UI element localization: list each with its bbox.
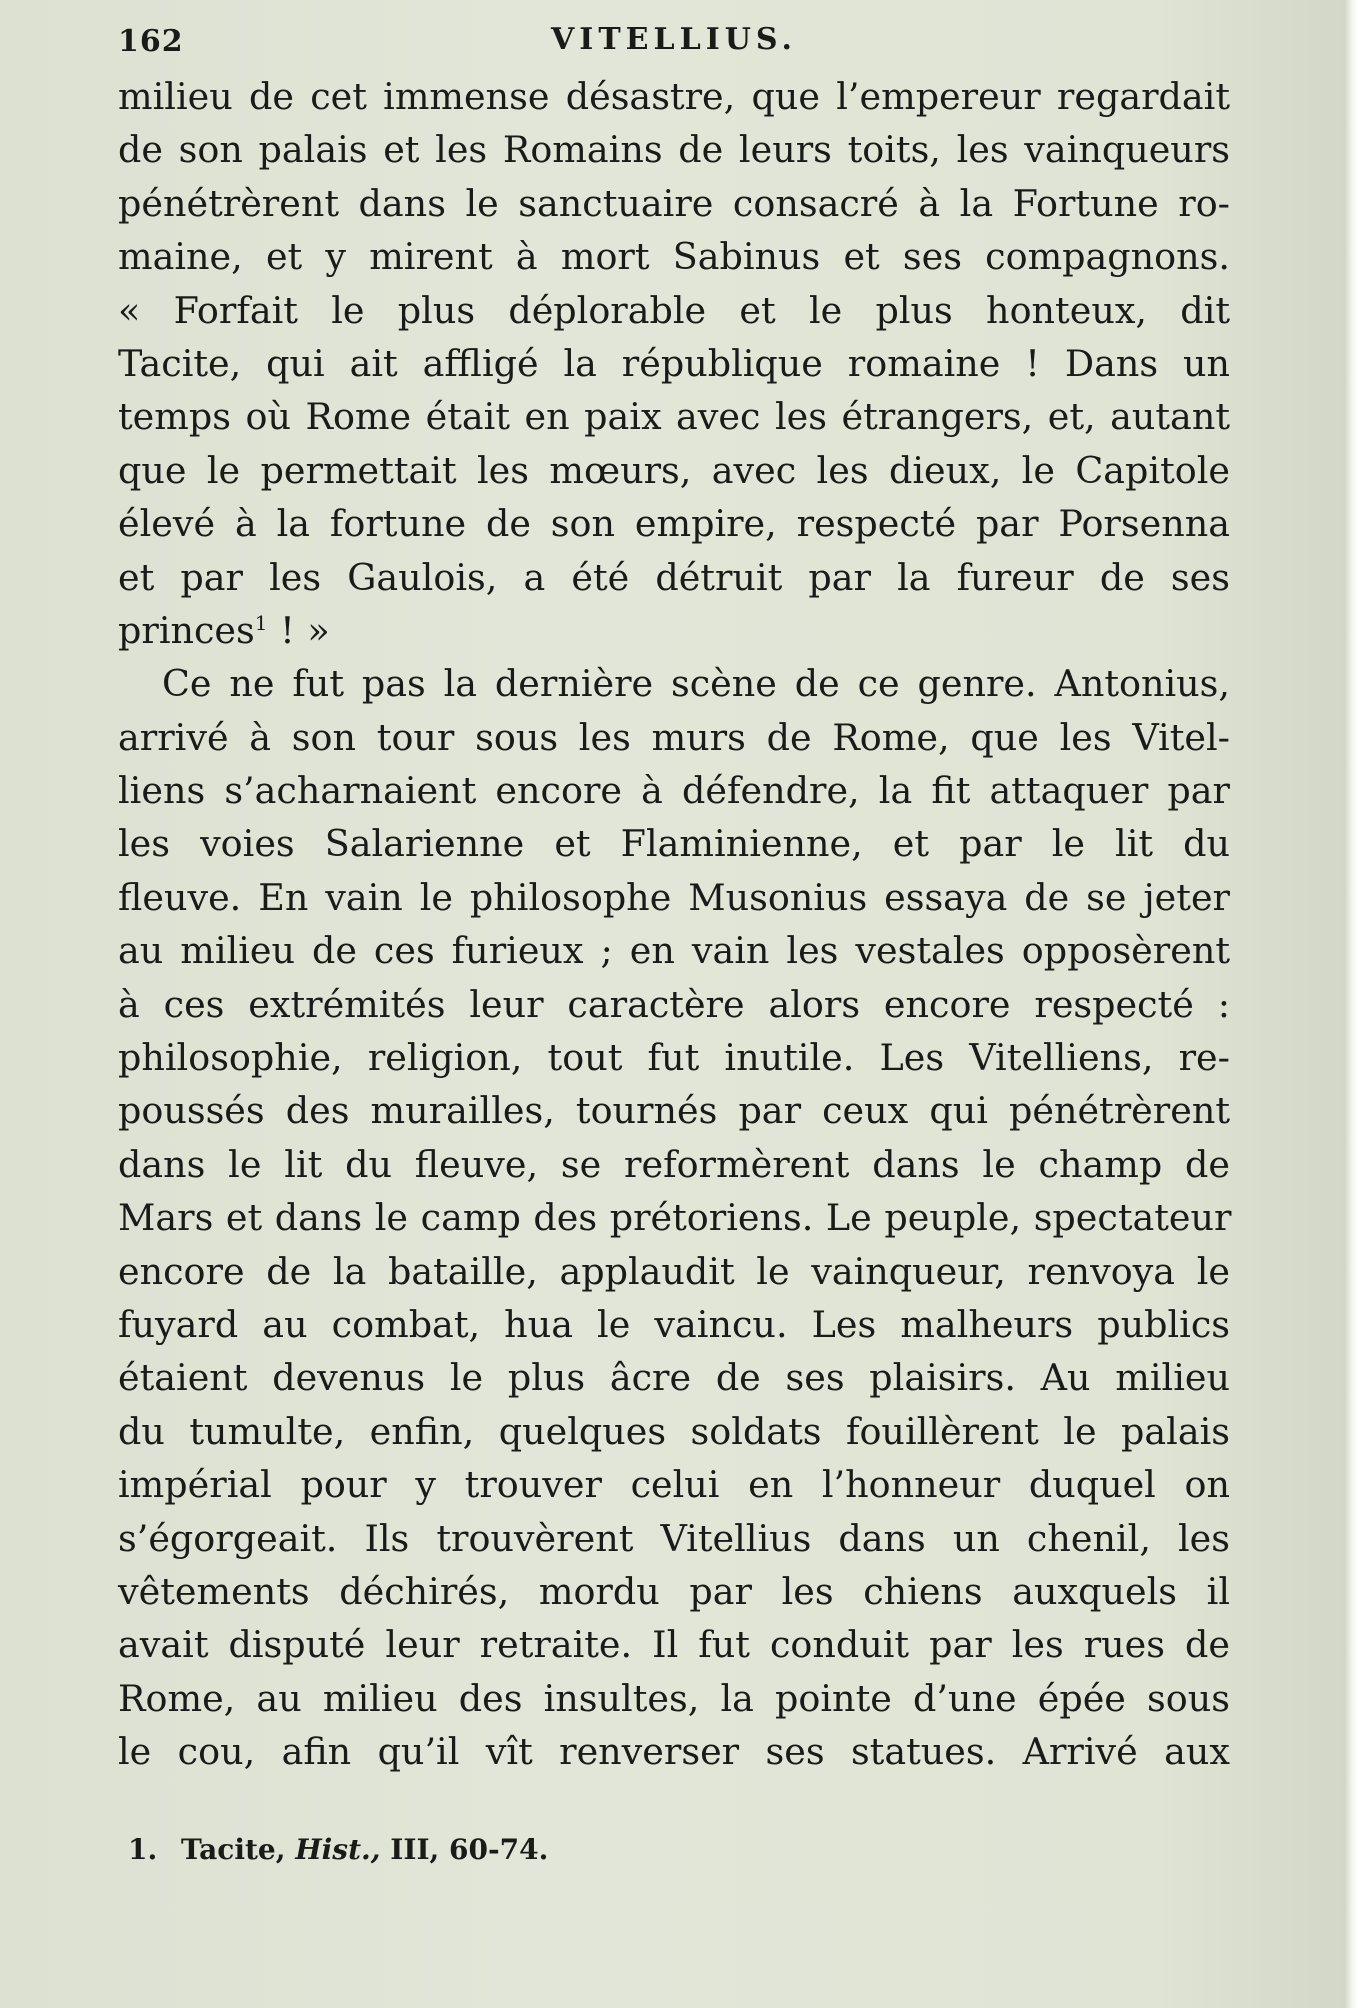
text-line: milieu de cet immense désastre, que l’empereur regardait xyxy=(118,75,1230,118)
text-line: de son palais et les Romains de leurs toits, les vainqueurs xyxy=(118,128,1230,172)
text-line: étaient devenus le plus âcre de ses plaisirs. Au milieu xyxy=(118,1356,1230,1400)
text-line: fleuve. En vain le philosophe Musonius essaya de se jeter xyxy=(118,875,1230,919)
footnote-reference: III, 60-74. xyxy=(390,1833,549,1866)
text-line: au milieu de ces furieux ; en vain les vestales opposèrent xyxy=(118,929,1230,973)
text-line: arrivé à son tour sous les murs de Rome, que les Vitel- xyxy=(118,715,1230,759)
text-line: impérial pour y trouver celui en l’honneur duquel on xyxy=(118,1463,1230,1507)
text-line: poussés des murailles, tournés par ceux qui pénétrèrent xyxy=(118,1089,1230,1133)
text-line: temps où Rome était en paix avec les étrangers, et, autant xyxy=(118,395,1230,439)
page-header xyxy=(118,18,1230,68)
text-line: que le permettait les mœurs, avec les dieux, le Capitole xyxy=(118,448,1230,492)
text-line: s’égorgeait. Ils trouvèrent Vitellius dans un chenil, les xyxy=(118,1516,1230,1560)
running-head: VITELLIUS. xyxy=(551,22,797,57)
text-line: pénétrèrent dans le sanctuaire consacré à la Fortune ro- xyxy=(118,181,1230,225)
text-line: avait disputé leur retraite. Il fut conduit par les rues de xyxy=(118,1623,1230,1667)
body-text xyxy=(118,70,1230,1779)
page-edge xyxy=(1344,0,1358,2008)
quote-end-mark: ! » xyxy=(267,608,330,652)
text-line-quote-end xyxy=(118,604,1230,657)
text-line: le cou, afin qu’il vît renverser ses statues. Arrivé aux xyxy=(118,1730,1230,1774)
quote-end-word: princes xyxy=(118,608,255,652)
text-line: Mars et dans le camp des prétoriens. Le peuple, spectateur xyxy=(118,1196,1232,1240)
text-line: Rome, au milieu des insultes, la pointe d’une épée sous xyxy=(118,1676,1230,1720)
text-line: Tacite, qui ait affligé la république romaine ! Dans un xyxy=(118,341,1230,385)
page-number: 162 xyxy=(118,24,184,59)
text-line: liens s’acharnaient encore à défendre, la fit attaquer par xyxy=(118,769,1230,813)
text-line: philosophie, religion, tout fut inutile. Les Vitelliens, re- xyxy=(118,1036,1230,1080)
text-line: vêtements déchirés, mordu par les chiens auxquels il xyxy=(118,1569,1230,1613)
text-line: « Forfait le plus déplorable et le plus honteux, dit xyxy=(118,288,1230,332)
footnote-author: Tacite, xyxy=(180,1833,286,1866)
text-line: et par les Gaulois, a été détruit par la fureur de ses xyxy=(118,555,1230,599)
text-line: élevé à la fortune de son empire, respecté par Porsenna xyxy=(118,502,1230,546)
text-line: à ces extrémités leur caractère alors encore respecté : xyxy=(118,982,1230,1026)
text-line: encore de la bataille, applaudit le vainqueur, renvoya le xyxy=(118,1249,1230,1293)
text-line: maine, et y mirent à mort Sabinus et ses compagnons. xyxy=(118,235,1230,279)
text-line: les voies Salarienne et Flaminienne, et par le lit du xyxy=(118,822,1230,866)
text-line: fuyard au combat, hua le vaincu. Les malheurs publics xyxy=(118,1302,1230,1346)
footnote xyxy=(128,1830,1028,1870)
footnote-work: Hist., xyxy=(295,1833,381,1866)
text-line: Ce ne fut pas la dernière scène de ce genre. Antonius, xyxy=(162,662,1230,706)
text-line: du tumulte, enfin, quelques soldats fouillèrent le palais xyxy=(118,1409,1230,1453)
footnote-number: 1. xyxy=(128,1833,158,1866)
text-line: dans le lit du fleuve, se reformèrent dans le champ de xyxy=(118,1142,1230,1186)
footnote-ref: 1 xyxy=(254,610,268,635)
